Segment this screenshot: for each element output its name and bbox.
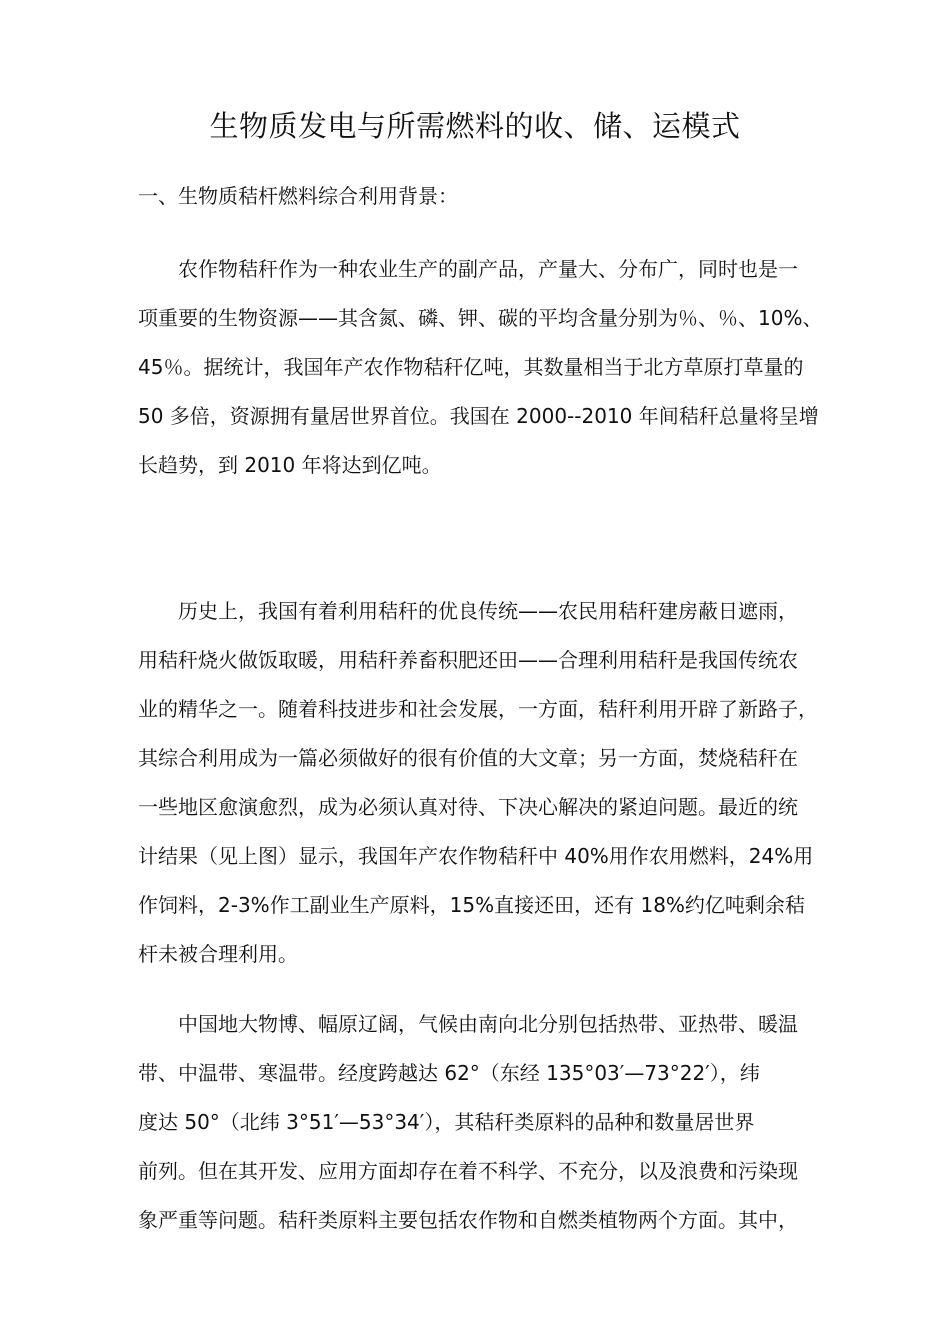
paragraph-line: 历史上，我国有着利用秸秆的优良传统——农民用秸秆建房蔽日遮雨， [178,599,798,623]
document-title: 生物质发电与所需燃料的收、储、运模式 [209,109,741,143]
section-heading: 一、生物质秸杆燃料综合利用背景： [138,184,458,208]
paragraph-line: 杆未被合理利用。 [138,942,298,966]
paragraph-line: 业的精华之一。随着科技进步和社会发展，一方面，秸秆利用开辟了新路子， [138,697,818,721]
paragraph-line: 项重要的生物资源——其含氮、磷、钾、碳的平均含量分别为％、％、10%、 [138,306,823,330]
paragraph-line: 前列。但在其开发、应用方面却存在着不科学、不充分，以及浪费和污染现 [138,1159,798,1183]
paragraph-line: 其综合利用成为一篇必须做好的很有价值的大文章；另一方面，焚烧秸秆在 [138,746,798,770]
paragraph-line: 用秸秆烧火做饭取暖，用秸秆养畜积肥还田——合理利用秸秆是我国传统农 [138,648,798,672]
paragraph-line: 象严重等问题。秸秆类原料主要包括农作物和自燃类植物两个方面。其中， [138,1208,798,1232]
paragraph-line: 中国地大物博、幅原辽阔，气候由南向北分别包括热带、亚热带、暖温 [178,1012,798,1036]
paragraph-line: 45％。据统计，我国年产农作物秸秆亿吨，其数量相当于北方草原打草量的 [138,355,804,379]
paragraph-line: 长趋势，到 2010 年将达到亿吨。 [138,453,442,477]
paragraph-line: 作饲料，2-3%作工副业生产原料，15%直接还田，还有 18%约亿吨剩余秸 [138,893,805,917]
paragraph-line: 一些地区愈演愈烈，成为必须认真对待、下决心解决的紧迫问题。最近的统 [138,795,798,819]
paragraph-straw-resources [138,245,828,490]
paragraph-line: 50 多倍，资源拥有量居世界首位。我国在 2000--2010 年间秸秆总量将呈增 [138,404,819,428]
paragraph-line: 带、中温带、寒温带。经度跨越达 62°（东经 135°03′—73°22′），纬 [138,1061,760,1085]
paragraph-line: 度达 50°（北纬 3°51′—53°34′），其秸秆类原料的品种和数量居世界 [138,1110,755,1134]
paragraph-line: 农作物秸秆作为一种农业生产的副产品，产量大、分布广，同时也是一 [178,257,798,281]
paragraph-geography [138,1000,828,1245]
paragraph-line: 计结果（见上图）显示，我国年产农作物秸秆中 40%用作农用燃料，24%用 [138,844,814,868]
paragraph-history [138,587,828,979]
